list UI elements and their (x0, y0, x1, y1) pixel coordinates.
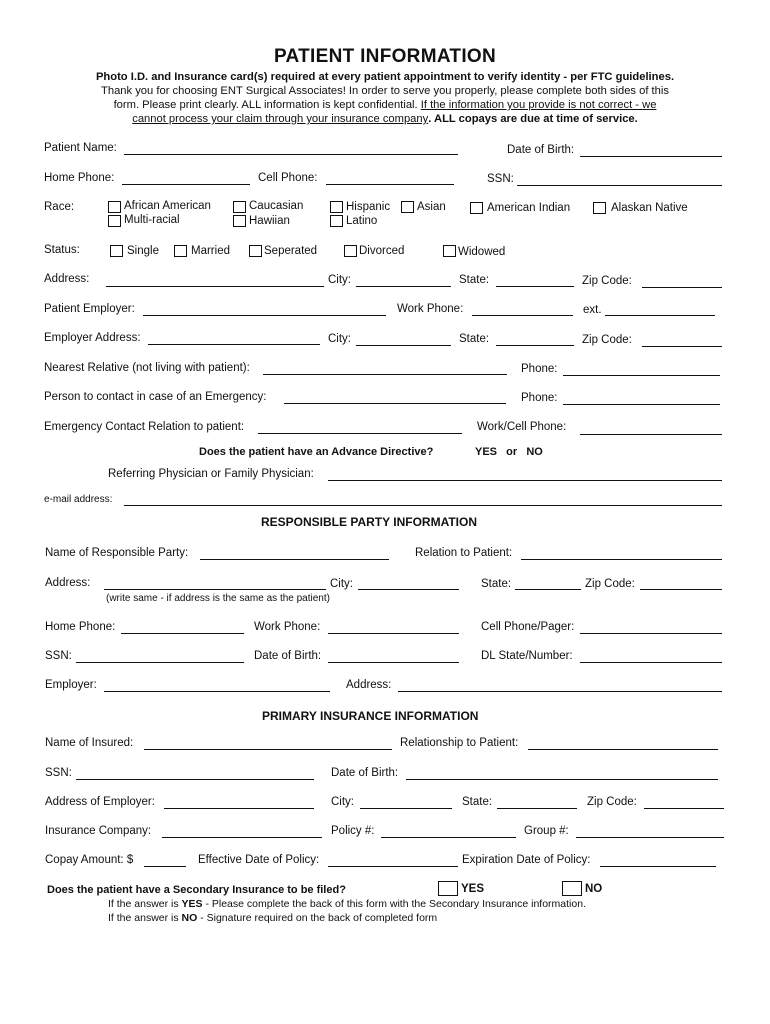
race-american-indian-checkbox[interactable] (470, 202, 483, 214)
responsible-state-field[interactable] (515, 589, 581, 590)
race-latino-checkbox[interactable] (330, 215, 343, 227)
state-label: State: (481, 578, 512, 590)
responsible-work-phone-field[interactable] (328, 633, 459, 634)
advance-directive-question: Does the patient have an Advance Directive? (199, 446, 434, 458)
patient-name-label: Patient Name: (44, 142, 117, 154)
responsible-employer-label: Employer: (45, 679, 97, 691)
city-label: City: (328, 333, 351, 345)
insurance-dob-field[interactable] (406, 779, 718, 780)
responsible-dob-field[interactable] (328, 662, 459, 663)
status-seperated-checkbox[interactable] (249, 245, 262, 257)
secondary-yes-note: If the answer is YES - Please complete the back of this form with the Secondary Insurance information. (108, 898, 586, 910)
responsible-emp-address-label: Address: (346, 679, 392, 691)
state-field[interactable] (496, 286, 574, 287)
dob-field[interactable] (580, 156, 722, 157)
race-asian-checkbox[interactable] (401, 201, 414, 213)
zip-label: Zip Code: (582, 275, 632, 287)
policy-label: Policy #: (331, 825, 375, 837)
address-field[interactable] (106, 286, 324, 287)
referring-physician-label: Referring Physician or Family Physician: (108, 468, 314, 480)
status-option-label: Seperated (264, 245, 318, 257)
referring-physician-field[interactable] (328, 480, 722, 481)
insurance-employer-address-field[interactable] (164, 808, 314, 809)
secondary-yes-label: YES (461, 883, 485, 895)
home-phone-field[interactable] (122, 184, 250, 185)
race-option-label: Hispanic (346, 201, 391, 213)
cell-pager-field[interactable] (580, 633, 722, 634)
secondary-no-label: NO (585, 883, 603, 895)
insured-label: Name of Insured: (45, 737, 134, 749)
city-label: City: (330, 578, 353, 590)
insurance-company-field[interactable] (162, 837, 322, 838)
race-label: Race: (44, 201, 75, 213)
zip-label: Zip Code: (582, 334, 632, 346)
responsible-party-heading: RESPONSIBLE PARTY INFORMATION (261, 515, 478, 529)
emergency-contact-label: Person to contact in case of an Emergency: (44, 391, 267, 403)
relationship-field[interactable] (528, 749, 718, 750)
responsible-dob-label: Date of Birth: (254, 650, 322, 662)
cell-phone-field[interactable] (326, 184, 454, 185)
state-label: State: (459, 333, 490, 345)
effective-date-field[interactable] (328, 866, 458, 867)
insurance-state-field[interactable] (497, 808, 577, 809)
expiration-date-label: Expiration Date of Policy: (462, 854, 591, 866)
status-widowed-checkbox[interactable] (443, 245, 456, 257)
race-hawiian-checkbox[interactable] (233, 215, 246, 227)
ext-field[interactable] (605, 315, 715, 316)
intro-line-3: form. Please print clearly. ALL information is kept confidential. If the information you provide is not correct - we (113, 99, 657, 111)
address-note: (write same - if address is the same as the patient) (106, 593, 330, 604)
work-phone-field[interactable] (472, 315, 573, 316)
address-label: Address: (44, 273, 90, 285)
ssn-label: SSN: (487, 173, 514, 185)
cell-phone-label: Cell Phone: (258, 172, 318, 184)
city-label: City: (331, 796, 354, 808)
work-cell-field[interactable] (580, 434, 722, 435)
policy-field[interactable] (381, 837, 516, 838)
primary-insurance-heading: PRIMARY INSURANCE INFORMATION (262, 709, 479, 723)
race-option-label: Caucasian (249, 200, 304, 212)
responsible-city-field[interactable] (358, 589, 459, 590)
dl-label: DL State/Number: (481, 650, 573, 662)
employer-label: Patient Employer: (44, 303, 135, 315)
employer-address-field[interactable] (148, 344, 320, 345)
race-option-label: Latino (346, 215, 378, 227)
insurance-dob-label: Date of Birth: (331, 767, 399, 779)
race-option-label: Multi-racial (124, 214, 180, 226)
secondary-insurance-question: Does the patient have a Secondary Insurance to be filed? (47, 884, 346, 896)
employer-field[interactable] (143, 315, 386, 316)
status-option-label: Divorced (359, 245, 405, 257)
responsible-home-phone-label: Home Phone: (45, 621, 116, 633)
phone-label: Phone: (521, 363, 558, 375)
emergency-phone-field[interactable] (563, 404, 720, 405)
copay-label: Copay Amount: $ (45, 854, 134, 866)
responsible-ssn-label: SSN: (45, 650, 72, 662)
responsible-address-field[interactable] (104, 589, 326, 590)
nearest-relative-field[interactable] (263, 374, 507, 375)
race-african-american-checkbox[interactable] (108, 201, 121, 213)
state-label: State: (462, 796, 493, 808)
dob-label: Date of Birth: (507, 144, 575, 156)
nearest-relative-label: Nearest Relative (not living with patient): (44, 362, 250, 374)
patient-name-field[interactable] (124, 154, 458, 155)
employer-state-field[interactable] (496, 345, 574, 346)
employer-address-label: Address of Employer: (45, 796, 155, 808)
race-option-label: African American (124, 200, 211, 212)
home-phone-label: Home Phone: (44, 172, 115, 184)
race-option-label: Alaskan Native (611, 202, 688, 214)
status-option-label: Married (191, 245, 230, 257)
responsible-name-label: Name of Responsible Party: (45, 547, 189, 559)
status-divorced-checkbox[interactable] (344, 245, 357, 257)
phone-label: Phone: (521, 392, 558, 404)
responsible-employer-field[interactable] (104, 691, 330, 692)
nearest-relative-phone-field[interactable] (563, 375, 720, 376)
status-single-checkbox[interactable] (110, 245, 123, 257)
race-option-label: Hawiian (249, 215, 290, 227)
cell-pager-label: Cell Phone/Pager: (481, 621, 575, 633)
employer-zip-field[interactable] (642, 346, 722, 347)
intro-bold-line: Photo I.D. and Insurance card(s) required at every patient appointment to verify identity - per FTC guidelines. (95, 71, 675, 83)
status-option-label: Single (127, 245, 159, 257)
insurance-company-label: Insurance Company: (45, 825, 152, 837)
responsible-home-phone-field[interactable] (121, 633, 244, 634)
race-option-label: American Indian (487, 202, 571, 214)
race-hispanic-checkbox[interactable] (330, 201, 343, 213)
work-phone-label: Work Phone: (397, 303, 464, 315)
responsible-name-field[interactable] (200, 559, 389, 560)
emergency-relation-label: Emergency Contact Relation to patient: (44, 421, 245, 433)
race-alaskan-native-checkbox[interactable] (593, 202, 606, 214)
work-cell-label: Work/Cell Phone: (477, 421, 567, 433)
zip-label: Zip Code: (587, 796, 637, 808)
relationship-label: Relationship to Patient: (400, 737, 519, 749)
expiration-date-field[interactable] (600, 866, 716, 867)
page-title: PATIENT INFORMATION (273, 46, 497, 67)
insurance-city-field[interactable] (360, 808, 452, 809)
relation-field[interactable] (521, 559, 722, 560)
group-field[interactable] (576, 837, 724, 838)
race-multi-racial-checkbox[interactable] (108, 215, 121, 227)
relation-label: Relation to Patient: (415, 547, 513, 559)
ext-label: ext. (583, 304, 602, 316)
employer-address-label: Employer Address: (44, 332, 141, 344)
secondary-yes-checkbox[interactable] (438, 881, 458, 896)
insured-field[interactable] (144, 749, 392, 750)
status-label: Status: (44, 244, 80, 256)
copay-field[interactable] (144, 866, 186, 867)
zip-field[interactable] (642, 287, 722, 288)
secondary-no-checkbox[interactable] (562, 881, 582, 896)
zip-label: Zip Code: (585, 578, 635, 590)
race-option-label: Asian (417, 201, 446, 213)
responsible-zip-field[interactable] (640, 589, 722, 590)
state-label: State: (459, 274, 490, 286)
responsible-address-label: Address: (45, 577, 91, 589)
email-label: e-mail address: (44, 494, 113, 505)
responsible-ssn-field[interactable] (76, 662, 244, 663)
group-label: Group #: (524, 825, 569, 837)
secondary-no-note: If the answer is NO - Signature required on the back of completed form (108, 912, 438, 924)
insurance-zip-field[interactable] (644, 808, 724, 809)
emergency-relation-field[interactable] (258, 433, 462, 434)
dl-field[interactable] (580, 662, 722, 663)
insurance-ssn-label: SSN: (45, 767, 72, 779)
advance-directive-answer: YES or NO (475, 446, 543, 458)
intro-line-4: cannot process your claim through your insurance company. ALL copays are due at time of service. (132, 113, 638, 125)
emergency-contact-field[interactable] (284, 403, 506, 404)
city-label: City: (328, 274, 351, 286)
intro-line-2: Thank you for choosing ENT Surgical Associates! In order to serve you properly, please complete both sides of this (101, 85, 669, 97)
responsible-work-phone-label: Work Phone: (254, 621, 321, 633)
responsible-emp-address-field[interactable] (398, 691, 722, 692)
employer-city-field[interactable] (356, 345, 451, 346)
city-field[interactable] (356, 286, 451, 287)
status-married-checkbox[interactable] (174, 245, 187, 257)
email-field[interactable] (124, 505, 722, 506)
status-option-label: Widowed (458, 246, 506, 258)
insurance-ssn-field[interactable] (76, 779, 314, 780)
effective-date-label: Effective Date of Policy: (198, 854, 320, 866)
ssn-field[interactable] (517, 185, 722, 186)
race-caucasian-checkbox[interactable] (233, 201, 246, 213)
